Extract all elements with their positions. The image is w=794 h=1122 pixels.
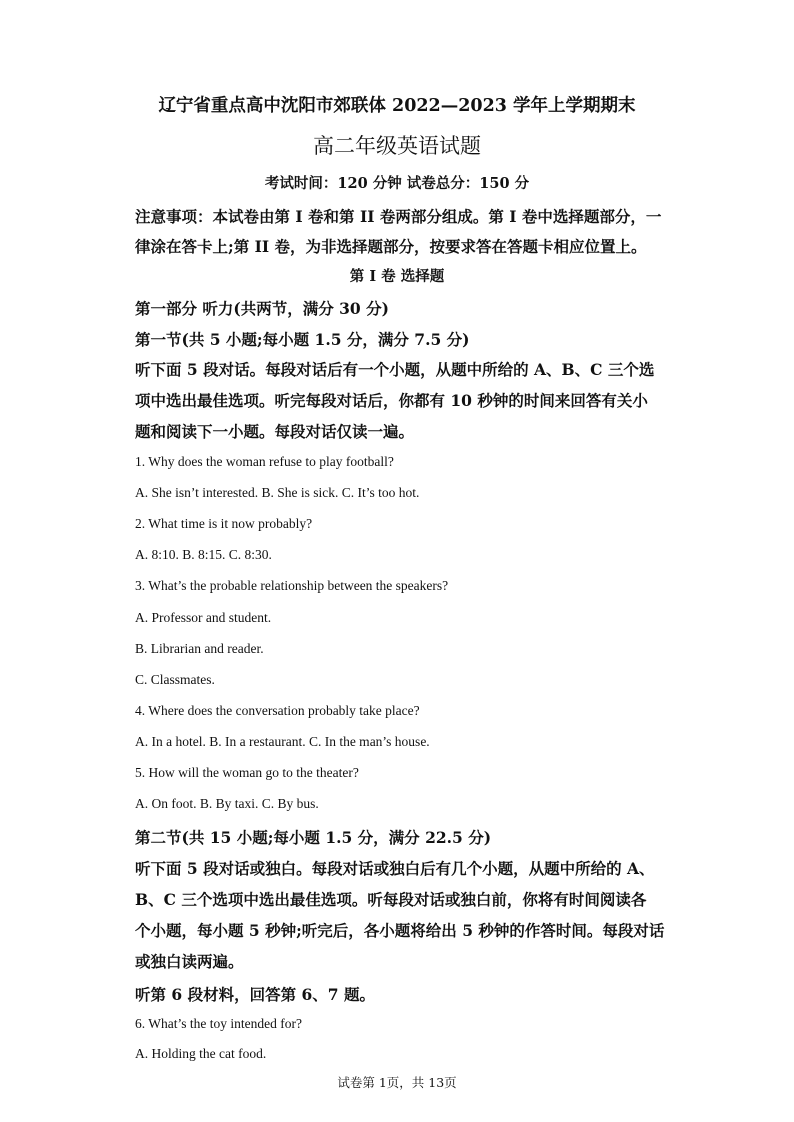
sec2-title: 第二节(共 15 小题;每小题 1.5 分，满分 22.5 分) bbox=[135, 828, 492, 847]
sec1-title: 第一节(共 5 小题;每小题 1.5 分，满分 7.5 分) bbox=[135, 330, 470, 349]
sec2-instruction-line: 听下面 5 段对话或独白。每段对话或独白后有几个小题，从题中所给的 A、 bbox=[135, 859, 655, 878]
page-footer: 试卷第 1页，共 13页 bbox=[337, 1075, 457, 1090]
question-1-options: A. She isn’t interested. B. She is sick. C. It’s too hot. bbox=[135, 485, 420, 500]
question-3-option-b: B. Librarian and reader. bbox=[135, 641, 264, 656]
notice-line1: 注意事项：本试卷由第 I 卷和第 II 卷两部分组成。第 I 卷中选择题部分，一 bbox=[135, 207, 662, 226]
section-heading: 第 I 卷 选择题 bbox=[349, 268, 445, 285]
question-5: 5. How will the woman go to the theater? bbox=[135, 765, 359, 780]
sec2-instruction-line: 个小题，每小题 5 秒钟;听完后，各小题将给出 5 秒钟的作答时间。每段对话 bbox=[135, 921, 665, 940]
question-3: 3. What’s the probable relationship between the speakers? bbox=[135, 578, 449, 593]
part1-title: 第一部分 听力(共两节，满分 30 分) bbox=[135, 299, 389, 318]
sec2-instruction-line: B、C 三个选项中选出最佳选项。听每段对话或独白前，你将有时间阅读各 bbox=[135, 890, 647, 909]
question-5-options: A. On foot. B. By taxi. C. By bus. bbox=[135, 796, 319, 811]
question-2-options: A. 8:10. B. 8:15. C. 8:30. bbox=[135, 547, 272, 562]
question-2: 2. What time is it now probably? bbox=[135, 516, 313, 531]
question-3-option-c: C. Classmates. bbox=[135, 672, 215, 687]
question-4-options: A. In a hotel. B. In a restaurant. C. In the man’s house. bbox=[135, 734, 430, 749]
exam-info: 考试时间：120 分钟 试卷总分：150 分 bbox=[264, 175, 530, 192]
question-3-option-a: A. Professor and student. bbox=[135, 610, 272, 625]
exam-title-line2: 高二年级英语试题 bbox=[313, 134, 481, 158]
notice-line2: 律涂在答卡上;第 II 卷，为非选择题部分，按要求答在答题卡相应位置上。 bbox=[135, 237, 647, 256]
sec2-instruction-line: 或独白读两遍。 bbox=[135, 952, 244, 971]
question-6: 6. What’s the toy intended for? bbox=[135, 1016, 302, 1031]
sec1-instruction-line: 听下面 5 段对话。每段对话后有一个小题，从题中所给的 A、B、C 三个选 bbox=[135, 360, 655, 379]
question-4: 4. Where does the conversation probably take place? bbox=[135, 703, 420, 718]
exam-title-line1: 辽宁省重点高中沈阳市郊联体 2022—2023 学年上学期期末 bbox=[158, 96, 636, 116]
sec1-instruction-line: 题和阅读下一小题。每段对话仅读一遍。 bbox=[135, 422, 415, 441]
sec1-instruction-line: 项中选出最佳选项。听完每段对话后，你都有 10 秒钟的时间来回答有关小 bbox=[135, 391, 648, 410]
question-6-option-a: A. Holding the cat food. bbox=[135, 1046, 267, 1061]
question-1: 1. Why does the woman refuse to play football? bbox=[135, 454, 394, 469]
material-6-heading: 听第 6 段材料，回答第 6、7 题。 bbox=[135, 985, 375, 1004]
